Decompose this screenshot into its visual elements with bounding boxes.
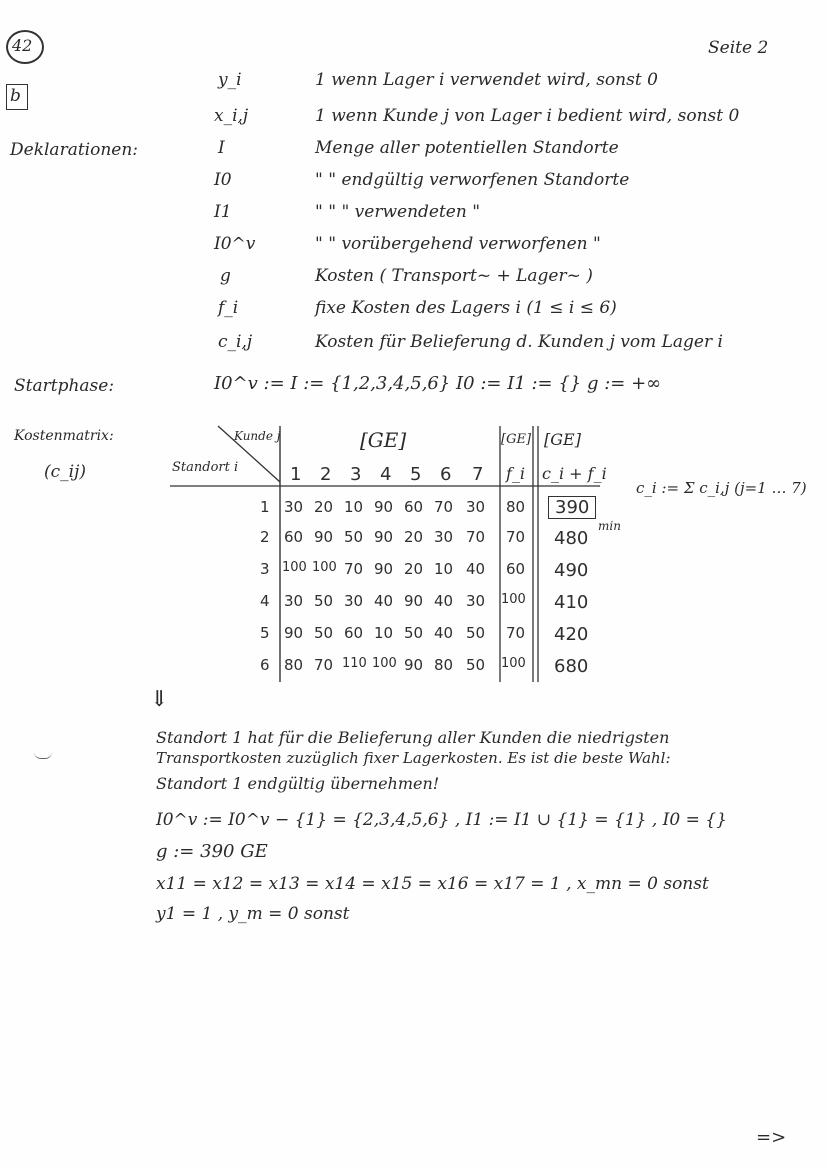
cell: 50 xyxy=(314,624,334,642)
row-index: 6 xyxy=(260,656,270,674)
cell-cf-min: 390 xyxy=(548,496,596,519)
cell: 10 xyxy=(434,560,454,578)
cell-cf: 420 xyxy=(554,624,589,645)
decl-text: " " endgültig verworfenen Standorte xyxy=(315,170,630,190)
cell-cf: 680 xyxy=(554,656,589,677)
cell: 30 xyxy=(284,498,304,516)
cell: 30 xyxy=(434,528,454,546)
cell: 40 xyxy=(466,560,486,578)
row-index: 3 xyxy=(260,560,270,578)
decl-symbol: I0^v xyxy=(214,234,256,254)
conclusion-line: y1 = 1 , y_m = 0 sonst xyxy=(156,904,350,924)
corner-bottom-label: Standort i xyxy=(172,460,239,475)
cost-matrix-table xyxy=(170,424,621,684)
cell: 90 xyxy=(404,592,424,610)
cell-cf: 490 xyxy=(554,560,589,581)
col-header: 2 xyxy=(320,464,332,485)
cell: 90 xyxy=(374,498,394,516)
cell: 10 xyxy=(374,624,394,642)
cell: 20 xyxy=(404,528,424,546)
conclusion-line: Transportkosten zuzüglich fixer Lagerkosten. Es ist die beste Wahl: xyxy=(156,749,671,767)
conclusion-line: x11 = x12 = x13 = x14 = x15 = x16 = x17 = 1 , x_mn = 0 sonst xyxy=(156,874,709,894)
decl-symbol: y_i xyxy=(218,70,242,90)
cell: 60 xyxy=(344,624,364,642)
row-index: 5 xyxy=(260,624,270,642)
cell-cf: 480 xyxy=(554,528,589,549)
decl-text: 1 wenn Kunde j von Lager i bedient wird, sonst 0 xyxy=(315,106,740,126)
cell: 80 xyxy=(434,656,454,674)
cell: 40 xyxy=(434,592,454,610)
cell: 50 xyxy=(314,592,334,610)
cell: 80 xyxy=(284,656,304,674)
conclusion-line: I0^v := I0^v − {1} = {2,3,4,5,6} , I1 := I1 ∪ {1} = {1} , I0 = {} xyxy=(156,810,727,830)
cell: 60 xyxy=(404,498,424,516)
cell: 90 xyxy=(404,656,424,674)
cell: 100 xyxy=(282,560,307,575)
cell: 90 xyxy=(374,528,394,546)
startphase-formula: I0^v := I := {1,2,3,4,5,6} I0 := I1 := {} g := +∞ xyxy=(214,373,662,394)
cell: 70 xyxy=(466,528,486,546)
cell: 10 xyxy=(344,498,364,516)
cell: 40 xyxy=(374,592,394,610)
cell-f: 60 xyxy=(506,560,526,578)
cell: 90 xyxy=(314,528,334,546)
cell: 90 xyxy=(374,560,394,578)
row-index: 2 xyxy=(260,528,270,546)
decl-symbol: c_i,j xyxy=(218,332,253,352)
cell: 70 xyxy=(344,560,364,578)
page-number: 42 xyxy=(12,36,33,55)
down-arrow: ⇓ xyxy=(150,687,169,712)
decl-text: 1 wenn Lager i verwendet wird, sonst 0 xyxy=(315,70,658,90)
cost-matrix-sub: (c_ij) xyxy=(44,462,86,482)
col-header: 1 xyxy=(290,464,302,485)
continue-arrow: => xyxy=(756,1127,787,1148)
cell: 40 xyxy=(434,624,454,642)
cell: 60 xyxy=(284,528,304,546)
cell-f: 100 xyxy=(501,656,526,671)
unit-cf: [GE] xyxy=(544,430,581,449)
small-mark xyxy=(34,752,52,759)
cell-cf: 410 xyxy=(554,592,589,613)
cell: 20 xyxy=(404,560,424,578)
col-header: 4 xyxy=(380,464,392,485)
decl-text: Kosten ( Transport~ + Lager~ ) xyxy=(315,266,593,286)
cell-f: 100 xyxy=(501,592,526,607)
cell: 50 xyxy=(404,624,424,642)
conclusion-line: g := 390 GE xyxy=(156,841,268,862)
declarations-title: Deklarationen: xyxy=(10,140,139,160)
startphase-label: Startphase: xyxy=(14,376,115,396)
row-index: 4 xyxy=(260,592,270,610)
corner-top-label: Kunde j xyxy=(234,429,281,443)
sum-formula: c_i := Σ c_i,j (j=1 … 7) xyxy=(636,479,807,497)
conclusion-line: Standort 1 endgültig übernehmen! xyxy=(156,774,440,793)
cell: 90 xyxy=(284,624,304,642)
row-index: 1 xyxy=(260,498,270,516)
decl-symbol: g xyxy=(220,266,231,286)
col-header-cf: c_i + f_i xyxy=(542,464,607,483)
decl-text: " " " verwendeten " xyxy=(315,202,481,222)
decl-text: Menge aller potentiellen Standorte xyxy=(315,138,619,158)
decl-symbol: I0 xyxy=(214,170,232,190)
min-note: min xyxy=(598,519,621,533)
col-header-f: f_i xyxy=(506,464,526,483)
col-header: 6 xyxy=(440,464,452,485)
cell-f: 80 xyxy=(506,498,526,516)
col-header: 7 xyxy=(472,464,484,485)
cell-f: 70 xyxy=(506,624,526,642)
col-header: 3 xyxy=(350,464,362,485)
cell: 50 xyxy=(466,624,486,642)
decl-text: Kosten für Belieferung d. Kunden j vom Lager i xyxy=(315,332,723,352)
page-label: Seite 2 xyxy=(708,38,769,58)
decl-symbol: f_i xyxy=(218,298,239,318)
cell: 100 xyxy=(312,560,337,575)
unit-f: [GE] xyxy=(501,432,532,447)
unit-header: [GE] xyxy=(360,428,407,452)
cost-matrix-label: Kostenmatrix: xyxy=(14,428,114,444)
task-label: b xyxy=(10,86,21,106)
cell: 70 xyxy=(434,498,454,516)
cell: 30 xyxy=(284,592,304,610)
cell: 30 xyxy=(466,498,486,516)
cell: 100 xyxy=(372,656,397,671)
cell: 110 xyxy=(342,656,367,671)
cell: 30 xyxy=(344,592,364,610)
conclusion-line: Standort 1 hat für die Belieferung aller Kunden die niedrigsten xyxy=(156,728,670,747)
cell: 50 xyxy=(466,656,486,674)
decl-symbol: I1 xyxy=(214,202,232,222)
decl-text: fixe Kosten des Lagers i (1 ≤ i ≤ 6) xyxy=(315,298,617,318)
cell-f: 70 xyxy=(506,528,526,546)
decl-symbol: I xyxy=(218,138,225,158)
cell: 20 xyxy=(314,498,334,516)
cell: 30 xyxy=(466,592,486,610)
decl-text: " " vorübergehend verworfenen " xyxy=(315,234,601,254)
cell: 50 xyxy=(344,528,364,546)
cell: 70 xyxy=(314,656,334,674)
col-header: 5 xyxy=(410,464,422,485)
decl-symbol: x_i,j xyxy=(214,106,249,126)
